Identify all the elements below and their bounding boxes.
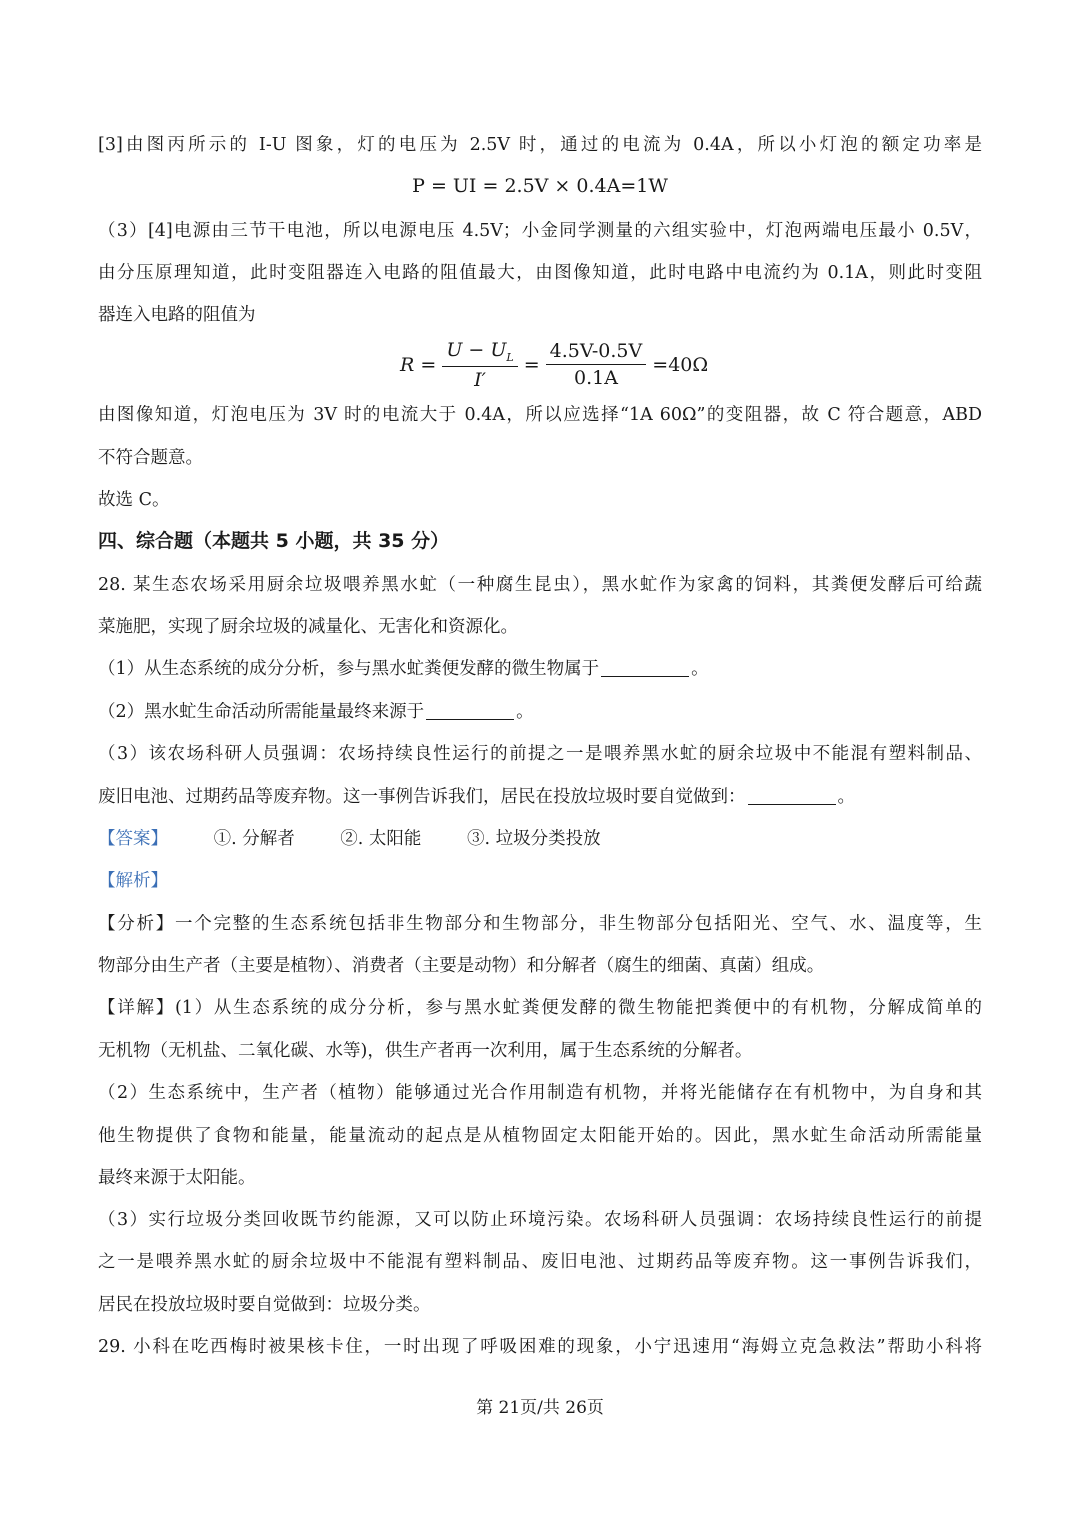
analysis-tag: 【解析】: [98, 871, 168, 891]
answer-blank[interactable]: [748, 786, 836, 805]
text-line: 故选 C。: [98, 490, 170, 510]
equation-resistance: [400, 339, 708, 391]
equation-power: P = UI = 2.5V × 0.4A=1W: [412, 175, 668, 197]
text-line: 由图像知道，灯泡电压为 3V 时的电流大于 0.4A，所以应选择“1A 60Ω”的变阻器，故 C 符合题意，ABD: [98, 405, 982, 425]
frac2-den: 0.1A: [573, 367, 618, 390]
eq-rhs: =40Ω: [652, 353, 709, 376]
question-28-stem: 菜施肥，实现了厨余垃圾的减量化、无害化和资源化。: [98, 617, 518, 637]
frac2-num: 4.5V-0.5V: [546, 340, 647, 365]
text-line: （3）[4]电源由三节干电池，所以电源电压 4.5V；小金同学测量的六组实验中，灯泡两端电压最小 0.5V，: [98, 221, 982, 241]
analysis-text: 【分析】一个完整的生态系统包括非生物部分和生物部分，非生物部分包括阳光、空气、水、温度等，生: [98, 914, 982, 934]
frac-num-sub: L: [506, 350, 514, 364]
text-line: 不符合题意。: [98, 448, 203, 468]
page-footer: 第 21页/共 26页: [476, 1398, 604, 1418]
answer-blank[interactable]: [601, 658, 689, 677]
fraction-symbolic: [442, 339, 517, 391]
detail-text: 无机物（无机盐、二氧化碳、水等)，供生产者再一次利用，属于生态系统的分解者。: [98, 1041, 753, 1061]
part2-text: （2）黑水虻生命活动所需能量最终来源于: [98, 702, 425, 722]
answer-blank[interactable]: [426, 701, 514, 720]
question-28-part2: [98, 700, 534, 724]
detail-text: 他生物提供了食物和能量，能量流动的起点是从植物固定太阳能开始的。因此，黑水虻生命活动所需能量: [98, 1126, 982, 1146]
period: 。: [516, 702, 534, 722]
eq-lhs: R =: [400, 353, 437, 376]
detail-text: （2）生态系统中，生产者（植物）能够通过光合作用制造有机物，并将光能储存在有机物中，为自身和其: [98, 1083, 982, 1103]
frac-num: U − U: [446, 339, 507, 361]
detail-text: 之一是喂养黑水虻的厨余垃圾中不能混有塑料制品、废旧电池、过期药品等废弃物。这一事例告诉我们，: [98, 1252, 982, 1272]
question-28-part1: [98, 657, 709, 681]
answer-3: ③. 垃圾分类投放: [467, 829, 601, 849]
answer-tag: 【答案】: [98, 829, 168, 849]
frac-den: I′: [474, 368, 486, 391]
question-28-part3: （3）该农场科研人员强调：农场持续良性运行的前提之一是喂养黑水虻的厨余垃圾中不能混有塑料制品、: [98, 744, 982, 764]
text-line: 器连入电路的阻值为: [98, 305, 256, 325]
answer-2: ②. 太阳能: [340, 829, 422, 849]
part3-text: 废旧电池、过期药品等废弃物。这一事例告诉我们，居民在投放垃圾时要自觉做到：: [98, 787, 746, 807]
answer-1: ①. 分解者: [213, 829, 295, 849]
text-line: [3]由图丙所示的 I-U 图象，灯的电压为 2.5V 时，通过的电流为 0.4A，所以小灯泡的额定功率是: [98, 135, 982, 155]
period: 。: [691, 659, 709, 679]
detail-text: （3）实行垃圾分类回收既节约能源，又可以防止环境污染。农场科研人员强调：农场持续良性运行的前提: [98, 1210, 982, 1230]
text-line: 由分压原理知道，此时变阻器连入电路的阻值最大，由图像知道，此时电路中电流约为 0.1A，则此时变阻: [98, 263, 982, 283]
part1-text: （1）从生态系统的成分分析，参与黑水虻粪便发酵的微生物属于: [98, 659, 600, 679]
section-heading: 四、综合题（本题共 5 小题，共 35 分）: [98, 530, 450, 552]
eq-sign: =: [523, 353, 540, 376]
period: 。: [837, 787, 855, 807]
answer-row: [98, 827, 601, 851]
fraction-numeric: [546, 340, 647, 389]
question-28-part3: [98, 785, 855, 809]
question-29-stem: 29. 小科在吃西梅时被果核卡住，一时出现了呼吸困难的现象，小宁迅速用“海姆立克急救法”帮助小科将: [98, 1337, 982, 1357]
analysis-text: 物部分由生产者（主要是植物）、消费者（主要是动物）和分解者（腐生的细菌、真菌）组成。: [98, 956, 825, 976]
question-28-stem: 28. 某生态农场采用厨余垃圾喂养黑水虻（一种腐生昆虫），黑水虻作为家禽的饲料，其粪便发酵后可给蔬: [98, 575, 982, 595]
detail-text: 居民在投放垃圾时要自觉做到：垃圾分类。: [98, 1295, 431, 1315]
detail-text: 【详解】(1）从生态系统的成分分析，参与黑水虻粪便发酵的微生物能把粪便中的有机物，分解成简单的: [98, 998, 982, 1018]
detail-text: 最终来源于太阳能。: [98, 1168, 256, 1188]
